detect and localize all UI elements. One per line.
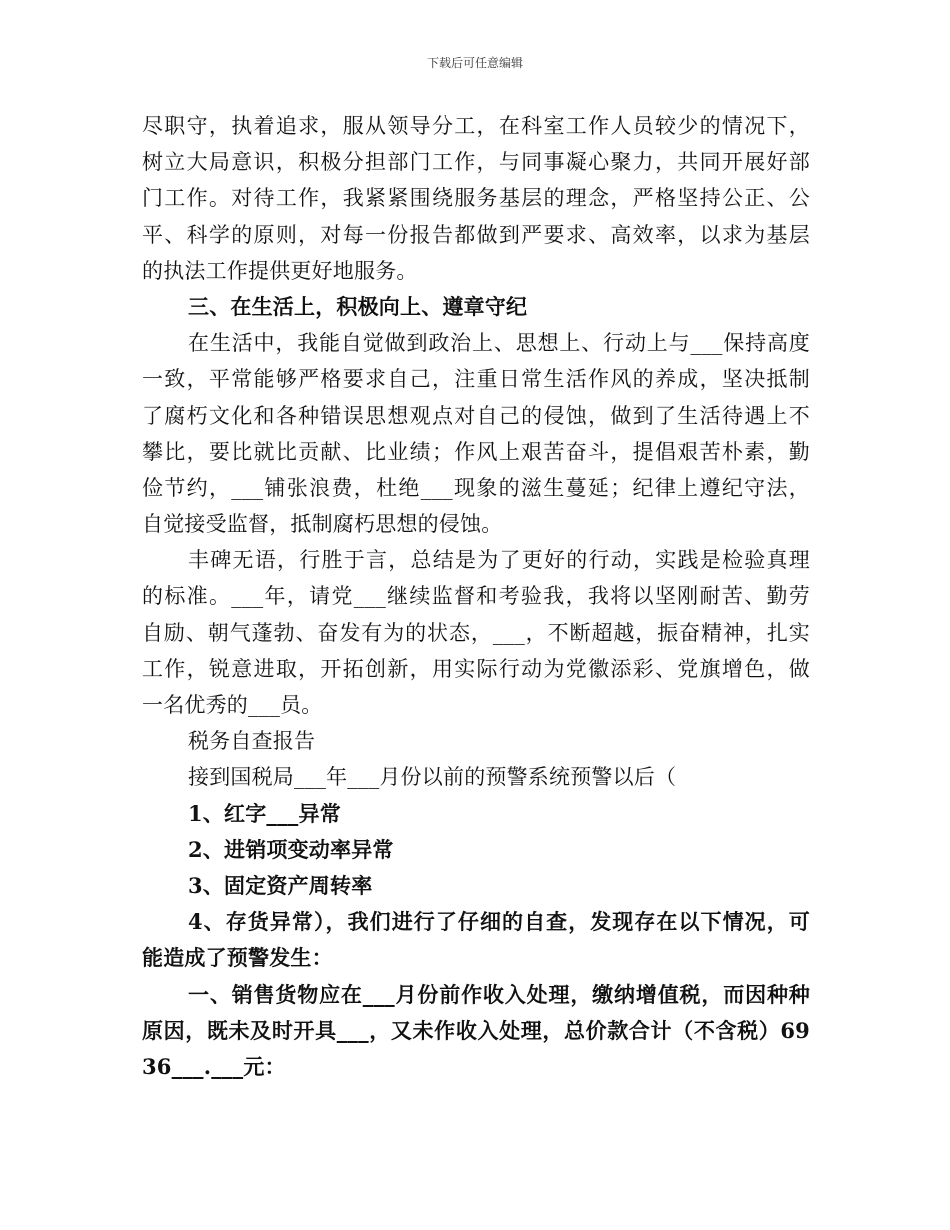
text-line: 尽职守，执着追求，服从领导分工，在科室工作人员较少的情况下， bbox=[142, 114, 810, 138]
text-line: 自觉接受监督，抵制腐朽思想的侵蚀。 bbox=[142, 512, 503, 537]
text-line: 一、销售货物应在___月份前作收入处理，缴纳增值税，而因种种 bbox=[188, 981, 810, 1007]
document-body bbox=[142, 108, 810, 1085]
text-line: 一致，平常能够严格要求自己，注重日常生活作风的养成，坚决抵制 bbox=[142, 367, 810, 392]
text-line: 一名优秀的___员。 bbox=[142, 693, 323, 717]
text-line: 丰碑无语，行胜于言，总结是为了更好的行动，实践是检验真理 bbox=[188, 548, 810, 573]
text-line: 门工作。对待工作，我紧紧围绕服务基层的理念，严格坚持公正、公 bbox=[142, 186, 810, 211]
text-line: 能造成了预警发生： bbox=[142, 945, 333, 971]
text-line: 4、存货异常），我们进行了仔细的自查，发现存在以下情况，可 bbox=[188, 909, 810, 935]
text-line: 三、在生活上，积极向上、遵章守纪 bbox=[188, 293, 528, 319]
text-line: 了腐朽文化和各种错误思想观点对自己的侵蚀，做到了生活待遇上不 bbox=[142, 403, 810, 428]
page-header: 下载后可任意编辑 bbox=[426, 56, 523, 70]
text-line: 1、红字___异常 bbox=[188, 800, 341, 826]
text-line: 的执法工作提供更好地服务。 bbox=[142, 258, 418, 283]
text-line: 3、固定资产周转率 bbox=[188, 872, 373, 898]
text-line: 树立大局意识，积极分担部门工作，与同事凝心聚力，共同开展好部 bbox=[142, 150, 810, 175]
text-line: 接到国税局___年___月份以前的预警系统预警以后（ bbox=[188, 765, 677, 790]
text-line: 攀比，要比就比贡献、比业绩；作风上艰苦奋斗，提倡艰苦朴素，勤 bbox=[142, 439, 810, 464]
text-line: 平、科学的原则，对每一份报告都做到严要求、高效率，以求为基层 bbox=[142, 222, 810, 247]
text-line: 2、进销项变动率异常 bbox=[188, 836, 394, 862]
text-line: 俭节约，___铺张浪费，杜绝___现象的滋生蔓延；纪律上遵纪守法， bbox=[142, 475, 810, 500]
text-line: 工作，锐意进取，开拓创新，用实际行动为党徽添彩、党旗增色，做 bbox=[142, 656, 810, 681]
text-line: 自励、朝气蓬勃、奋发有为的状态，___，不断超越，振奋精神，扎实 bbox=[142, 620, 810, 645]
text-line: 36___.___元： bbox=[142, 1053, 286, 1079]
text-line: 原因，既未及时开具___，又未作收入处理，总价款合计（不含税）69 bbox=[142, 1017, 810, 1043]
text-line: 税务自查报告 bbox=[188, 729, 316, 754]
text-line: 的标准。___年，请党___继续监督和考验我，我将以坚刚耐苦、勤劳 bbox=[142, 584, 810, 609]
text-line: 在生活中，我能自觉做到政治上、思想上、行动上与___保持高度 bbox=[188, 331, 810, 356]
